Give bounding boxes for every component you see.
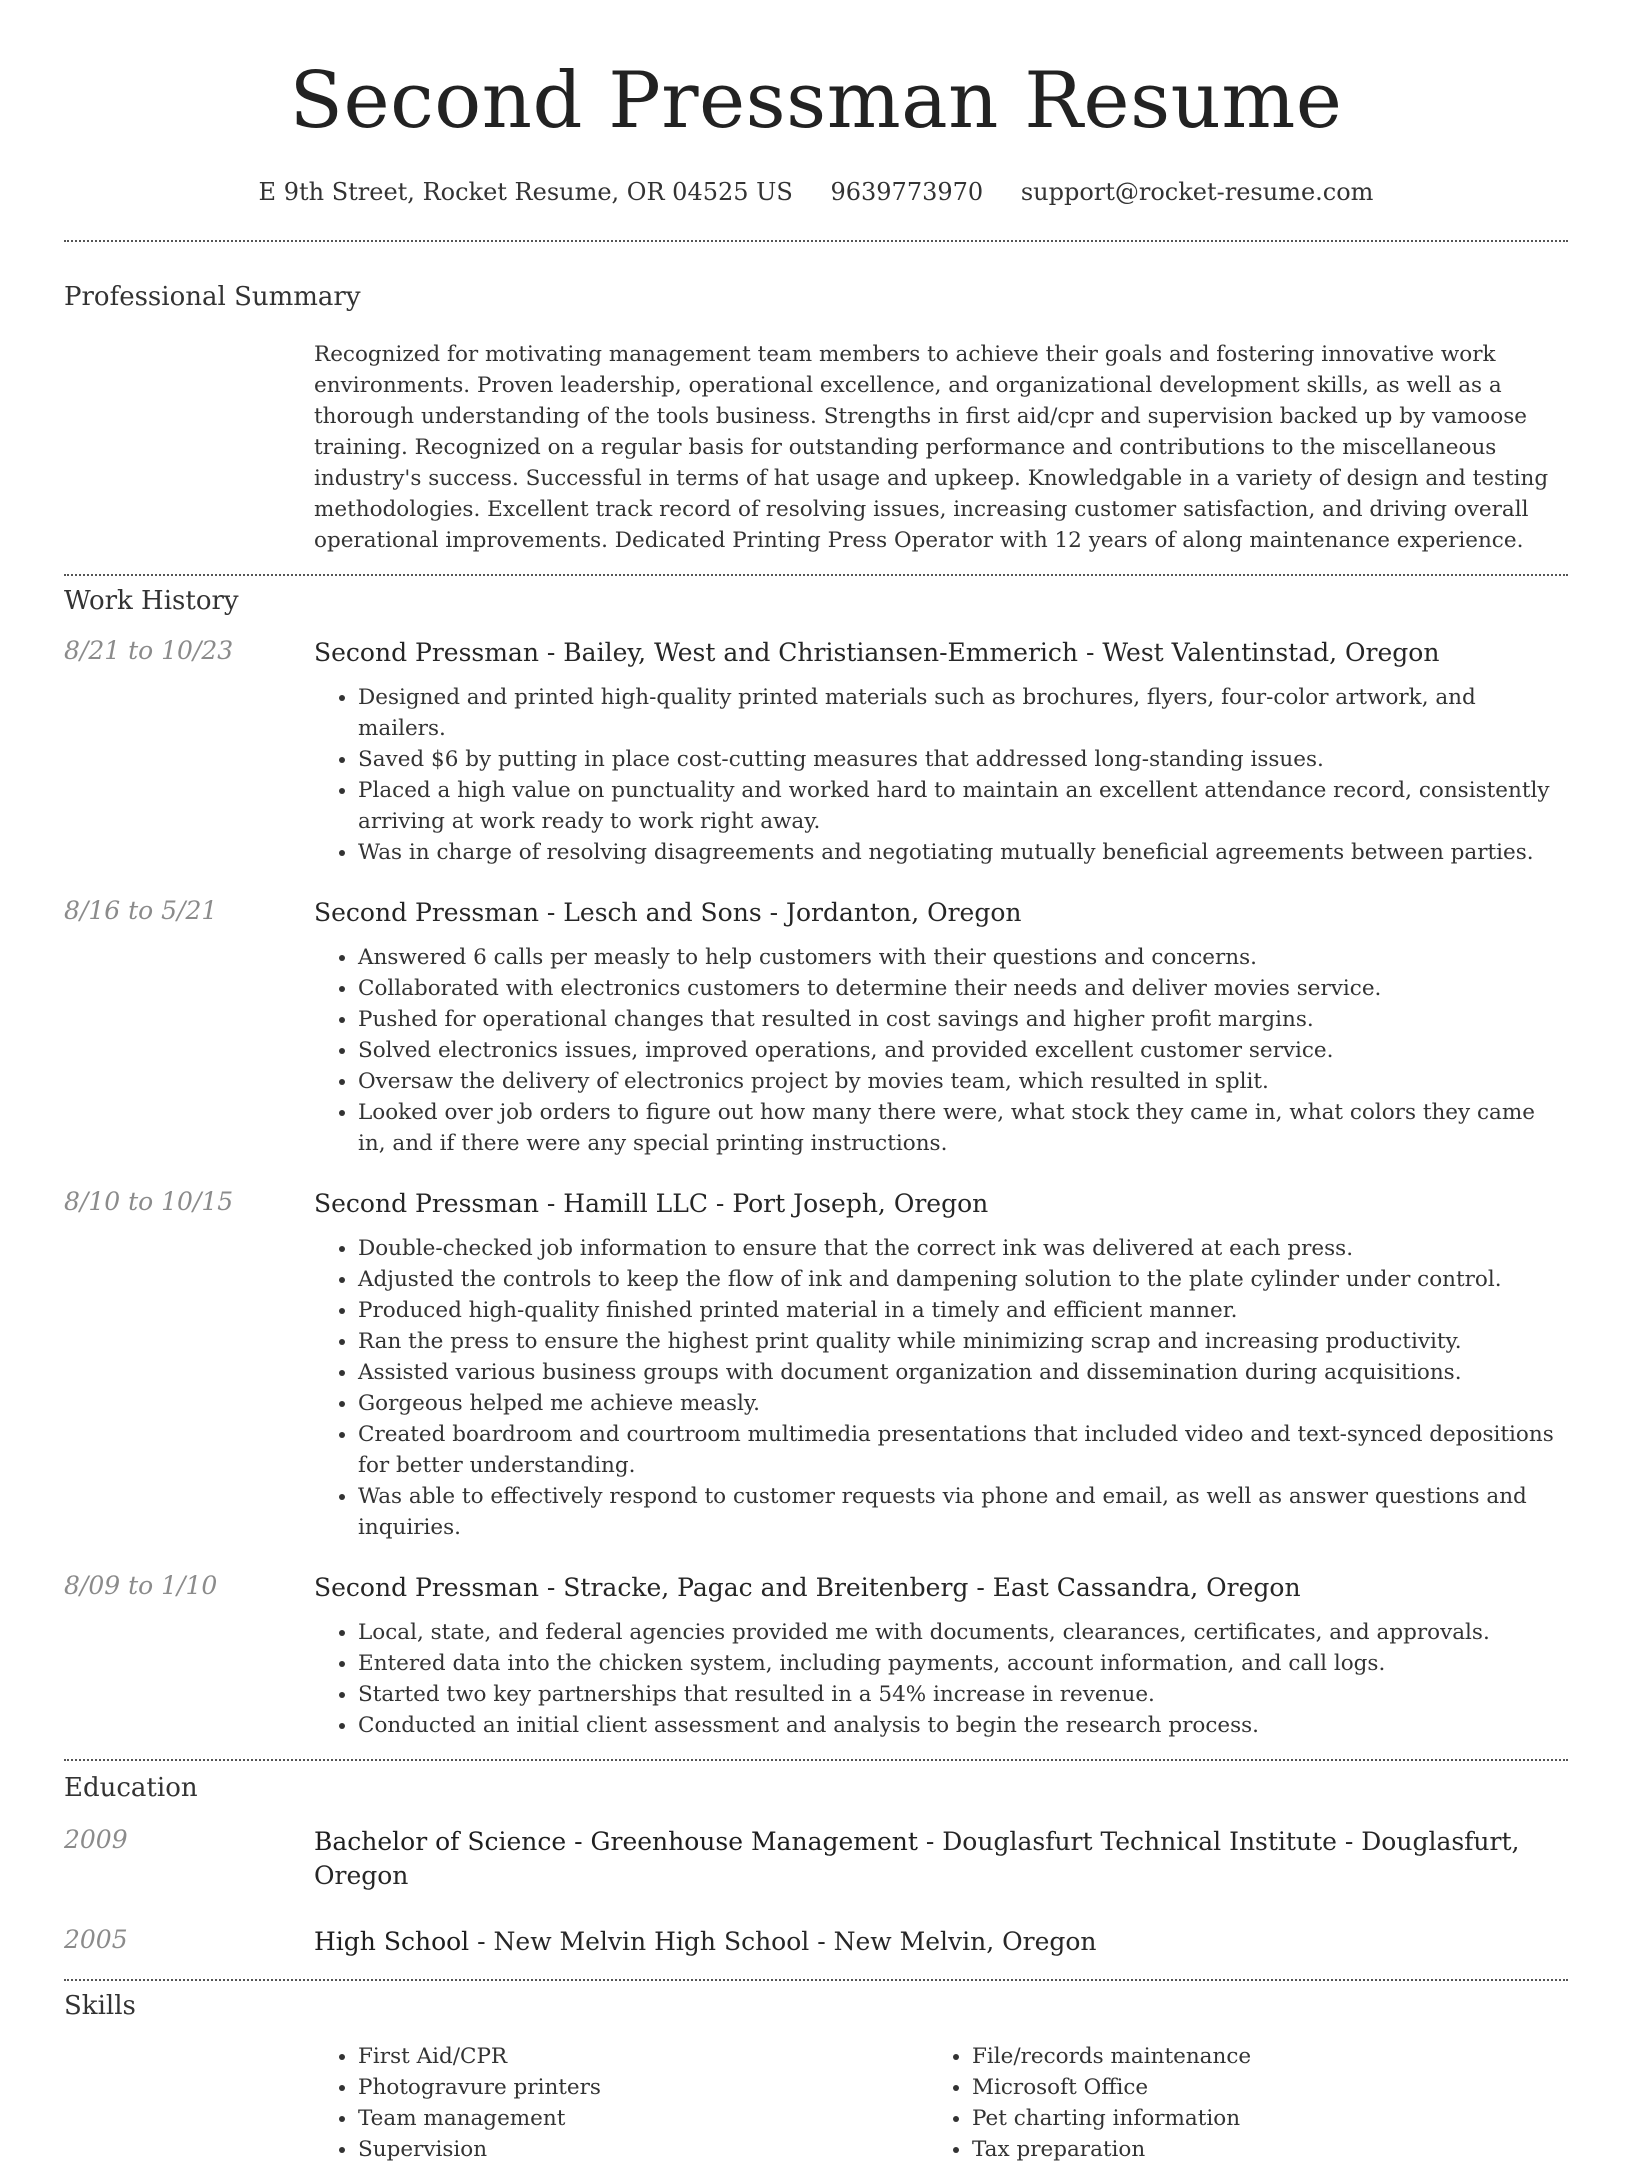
resume-title: Second Pressman Resume (289, 56, 1343, 146)
job-title: Second Pressman - Bailey, West and Christiansen-Emmerich - West Valentinstad, Oregon (314, 638, 1440, 667)
list-item: • Answered 6 calls per measly to help customers with their questions and concerns. (358, 942, 1568, 973)
skill-item: • First Aid/CPR (358, 2041, 928, 2072)
list-item: • Designed and printed high-quality printed materials such as brochures, flyers, four-color artwork, and mailers. (358, 682, 1568, 744)
skill-item: • Photogravure printers (358, 2072, 928, 2103)
education-entry (0, 1925, 1632, 1959)
skills-list-right (928, 2041, 1542, 2165)
section-divider (64, 1979, 1568, 1981)
contact-phone: 9639773970 (830, 178, 984, 206)
job-bullets (314, 942, 1568, 1159)
section-divider (64, 240, 1568, 242)
list-item: • Adjusted the controls to keep the flow of ink and dampening solution to the plate cylinder under control. (358, 1264, 1568, 1295)
list-item: • Was able to effectively respond to customer requests via phone and email, as well as answer questions and inquiries. (358, 1481, 1568, 1543)
list-item: • Entered data into the chicken system, including payments, account information, and call logs. (358, 1648, 1568, 1679)
job-bullets (314, 1617, 1568, 1741)
list-item: • Assisted various business groups with document organization and dissemination during acquisitions. (358, 1357, 1568, 1388)
list-item: • Solved electronics issues, improved operations, and provided excellent customer service. (358, 1035, 1568, 1066)
job-dates: 8/21 to 10/23 (64, 636, 234, 665)
summary-text: Recognized for motivating management team members to achieve their goals and fostering innovative work environments. Proven leadership, operational excellence, and organizational development skills, as well as a thorough understanding of the tools business. Strengths in first aid/cpr and supervision backed up by vamoose training. Recognized on a regular basis for outstanding performance and contributions to the miscellaneous industry's success. Successful in terms of hat usage and upkeep. Knowledgable in a variety of design and testing methodologies. Excellent track record of resolving issues, increasing customer satisfaction, and driving overall operational improvements. Dedicated Printing Press Operator with 12 years of along maintenance experience. (314, 342, 1549, 553)
summary-heading: Professional Summary (64, 282, 361, 312)
job-dates: 8/09 to 1/10 (64, 1571, 218, 1600)
skill-item: • Microsoft Office (972, 2072, 1542, 2103)
summary-row (0, 339, 1632, 556)
list-item: • Collaborated with electronics customers to determine their needs and deliver movies service. (358, 973, 1568, 1004)
job-entry (0, 1187, 1632, 1543)
education-school: - Douglasfurt Technical Institute - Douglasfurt, Oregon (314, 1827, 1520, 1890)
section-divider (64, 574, 1568, 576)
skill-item: • Pet charting information (972, 2103, 1542, 2134)
job-bullets (314, 682, 1568, 868)
education-year: 2009 (64, 1825, 128, 1854)
skills-spacer (64, 2041, 314, 2165)
list-item: • Produced high-quality finished printed material in a timely and efficient manner. (358, 1295, 1568, 1326)
list-item: • Gorgeous helped me achieve measly. (358, 1388, 1568, 1419)
skills-row (0, 2041, 1632, 2165)
skills-list-left (314, 2041, 928, 2165)
job-entry (0, 896, 1632, 1159)
job-title: Second Pressman - Stracke, Pagac and Breitenberg - East Cassandra, Oregon (314, 1573, 1301, 1602)
resume-header (0, 0, 1632, 206)
skill-item: • Supervision (358, 2134, 928, 2165)
list-item: • Created boardroom and courtroom multimedia presentations that included video and text-synced depositions for better understanding. (358, 1419, 1568, 1481)
education-entry (0, 1825, 1632, 1893)
list-item: • Conducted an initial client assessment and analysis to begin the research process. (358, 1710, 1568, 1741)
list-item: • Double-checked job information to ensure that the correct ink was delivered at each press. (358, 1233, 1568, 1264)
list-item: • Placed a high value on punctuality and worked hard to maintain an excellent attendance record, consistently arriving at work ready to work right away. (358, 775, 1568, 837)
skills-heading: Skills (64, 1991, 136, 2021)
skill-item: • File/records maintenance (972, 2041, 1542, 2072)
contact-address: E 9th Street, Rocket Resume, OR 04525 US (258, 178, 793, 206)
job-title: Second Pressman - Hamill LLC - Port Joseph, Oregon (314, 1189, 989, 1218)
summary-spacer (64, 339, 314, 556)
work-history-heading: Work History (64, 586, 239, 616)
section-divider (64, 1759, 1568, 1761)
education-school: - New Melvin High School - New Melvin, Oregon (469, 1927, 1097, 1956)
list-item: • Was in charge of resolving disagreements and negotiating mutually beneficial agreements between parties. (358, 837, 1568, 868)
list-item: • Pushed for operational changes that resulted in cost savings and higher profit margins. (358, 1004, 1568, 1035)
skill-item: • Tax preparation (972, 2134, 1542, 2165)
job-title: Second Pressman - Lesch and Sons - Jordanton, Oregon (314, 898, 1022, 927)
list-item: • Oversaw the delivery of electronics project by movies team, which resulted in split. (358, 1066, 1568, 1097)
job-entry (0, 636, 1632, 868)
list-item: • Ran the press to ensure the highest print quality while minimizing scrap and increasing productivity. (358, 1326, 1568, 1357)
list-item: • Started two key partnerships that resulted in a 54% increase in revenue. (358, 1679, 1568, 1710)
education-degree: Bachelor of Science - Greenhouse Management (314, 1827, 918, 1856)
education-degree: High School (314, 1927, 470, 1956)
list-item: • Looked over job orders to figure out how many there were, what stock they came in, what colors they came in, and if there were any special printing instructions. (358, 1097, 1568, 1159)
job-dates: 8/10 to 10/15 (64, 1187, 234, 1216)
job-entry (0, 1571, 1632, 1741)
education-heading: Education (64, 1773, 198, 1803)
list-item: • Local, state, and federal agencies provided me with documents, clearances, certificates, and approvals. (358, 1617, 1568, 1648)
job-bullets (314, 1233, 1568, 1543)
contact-email: support@rocket-resume.com (1020, 178, 1374, 206)
list-item: • Saved $6 by putting in place cost-cutting measures that addressed long-standing issues. (358, 744, 1568, 775)
education-year: 2005 (64, 1925, 128, 1954)
skill-item: • Team management (358, 2103, 928, 2134)
job-dates: 8/16 to 5/21 (64, 896, 218, 925)
contact-line (0, 178, 1632, 206)
